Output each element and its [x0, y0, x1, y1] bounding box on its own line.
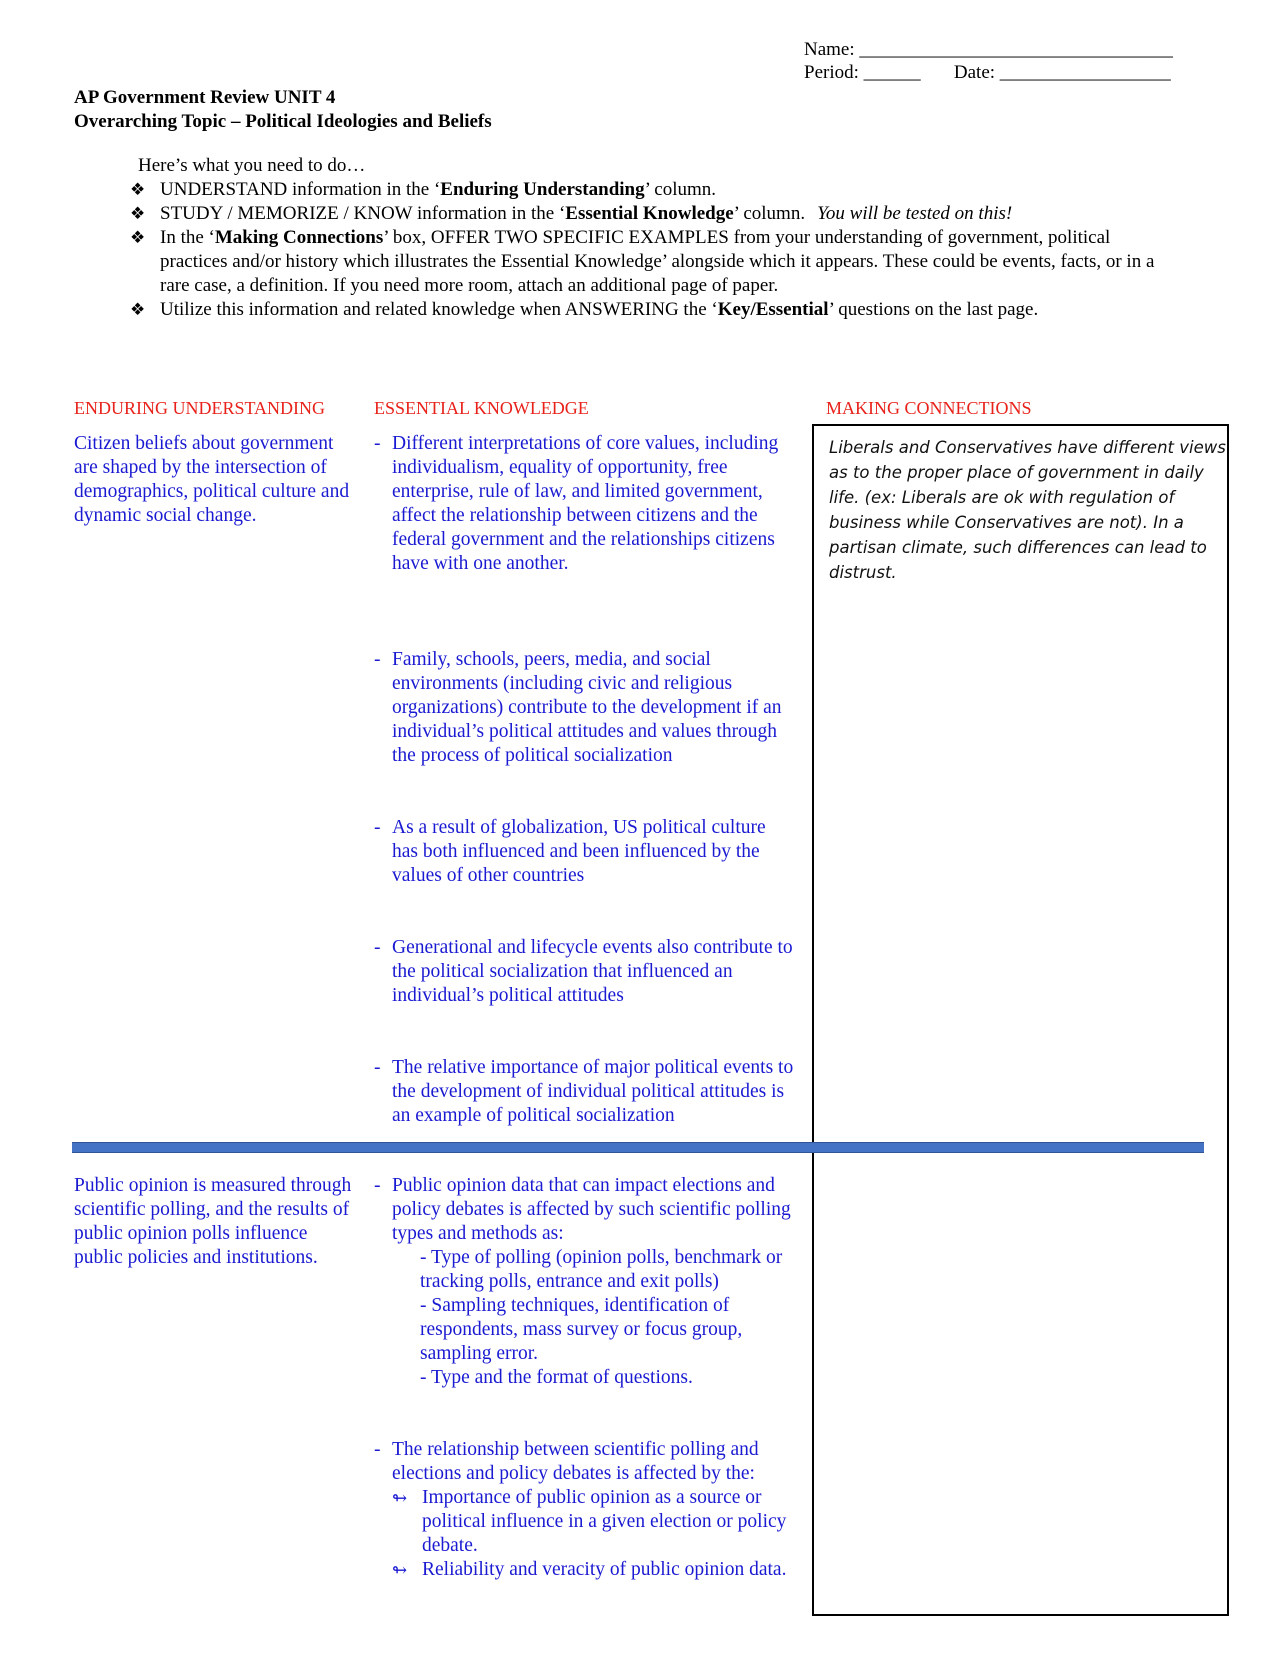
essential-knowledge-item: - Public opinion data that can impact elections and policy debates is affected by such scientific polling types and methods as: - Type of polling (opinion polls, benchmark or tracking polls, entrance and exit polls) - Sampling techniques, identification of respondents, mass survey or focus group, sampling error. - Type and the format of questions.: [374, 1174, 794, 1390]
test-note: You will be tested on this!: [817, 203, 1013, 224]
essential-knowledge-item: - Different interpretations of core values, including individualism, equality of opportunity, free enterprise, rule of law, and limited government, affect the relationship between citizens and the federal government and the relationships citizens have with one another.: [374, 433, 779, 574]
polling-methods-list: [420, 1246, 794, 1390]
making-connections-box[interactable]: [812, 424, 1229, 1616]
essential-knowledge-item: - Generational and lifecycle events also contribute to the political socialization that influenced an individual’s political attitudes: [374, 937, 793, 1006]
period-date-line[interactable]: Period: ______ Date: __________________: [804, 62, 1171, 83]
enduring-understanding-1: Citizen beliefs about government are shaped by the intersection of demographics, political culture and dynamic social change.: [74, 433, 350, 526]
list-item: ↬ Reliability and veracity of public opinion data.: [392, 1559, 787, 1580]
diamond-bullet-icon: ❖: [130, 300, 146, 319]
sub-item: - Type of polling (opinion polls, benchmark or tracking polls, entrance and exit polls): [420, 1247, 783, 1292]
section-divider: [72, 1142, 1204, 1153]
instruction-item: ❖ STUDY / MEMORIZE / KNOW information in the ‘Essential Knowledge’ column. You will be tested on this!: [130, 203, 1013, 224]
essential-knowledge-item: - The relative importance of major political events to the development of individual political attitudes is an example of political socialization: [374, 1057, 794, 1126]
sub-item: - Type and the format of questions.: [420, 1367, 693, 1388]
diamond-bullet-icon: ❖: [130, 180, 146, 199]
student-info-block: [804, 38, 1224, 84]
sub-item: - Sampling techniques, identification of respondents, mass survey or focus group, sampling error.: [420, 1295, 743, 1364]
page-title: [74, 86, 492, 134]
column-header-essential: ESSENTIAL KNOWLEDGE: [374, 398, 589, 418]
diamond-bullet-icon: ❖: [130, 228, 146, 247]
title-line-2: Overarching Topic – Political Ideologies and Beliefs: [74, 111, 492, 132]
instructions-intro: Here’s what you need to do…: [138, 155, 366, 176]
name-line[interactable]: Name: _________________________________: [804, 39, 1173, 60]
instruction-item: ❖ UNDERSTAND information in the ‘Enduring Understanding’ column.: [130, 179, 717, 200]
instructions-list: [130, 178, 1180, 322]
arrow-bullet-icon: ↬: [392, 1560, 408, 1580]
essential-knowledge-item: - Family, schools, peers, media, and social environments (including civic and religious organizations) contribute to the development if an individual’s political attitudes and values through the process of political socialization: [374, 649, 782, 766]
diamond-bullet-icon: ❖: [130, 204, 146, 223]
essential-knowledge-item: - As a result of globalization, US political culture has both influenced and been influenced by the values of other countries: [374, 817, 766, 886]
column-header-enduring: ENDURING UNDERSTANDING: [74, 398, 326, 418]
enduring-understanding-2: Public opinion is measured through scientific polling, and the results of public opinion polls influence public policies and institutions.: [74, 1175, 352, 1268]
list-item: ↬ Importance of public opinion as a source or political influence in a given election or policy debate.: [392, 1487, 787, 1556]
instruction-item: ❖ Utilize this information and related knowledge when ANSWERING the ‘Key/Essential’ questions on the last page.: [130, 299, 1039, 320]
title-line-1: AP Government Review UNIT 4: [74, 87, 336, 108]
making-connections-text[interactable]: Liberals and Conservatives have different views as to the proper place of government in daily life. (ex: Liberals are ok with regulation of business while Conservatives are not). In a partisan climate, such differences can lead to distrust.: [829, 438, 1226, 582]
instruction-item: ❖ In the ‘Making Connections’ box, OFFER TWO SPECIFIC EXAMPLES from your understanding of government, political practices and/or history which illustrates the Essential Knowledge’ alongside which it appears. These could be events, facts, or in a rare case, a definition. If you need more room, attach an additional page of paper.: [130, 227, 1155, 296]
arrow-bullet-icon: ↬: [392, 1488, 408, 1508]
column-header-making: MAKING CONNECTIONS: [826, 398, 1032, 418]
essential-knowledge-item: - The relationship between scientific polling and elections and policy debates is affected by the: ↬ Importance of public opinion as a source or political influence in a given election or policy debate. ↬ Reliability and veracity of public opinion data.: [374, 1438, 794, 1582]
